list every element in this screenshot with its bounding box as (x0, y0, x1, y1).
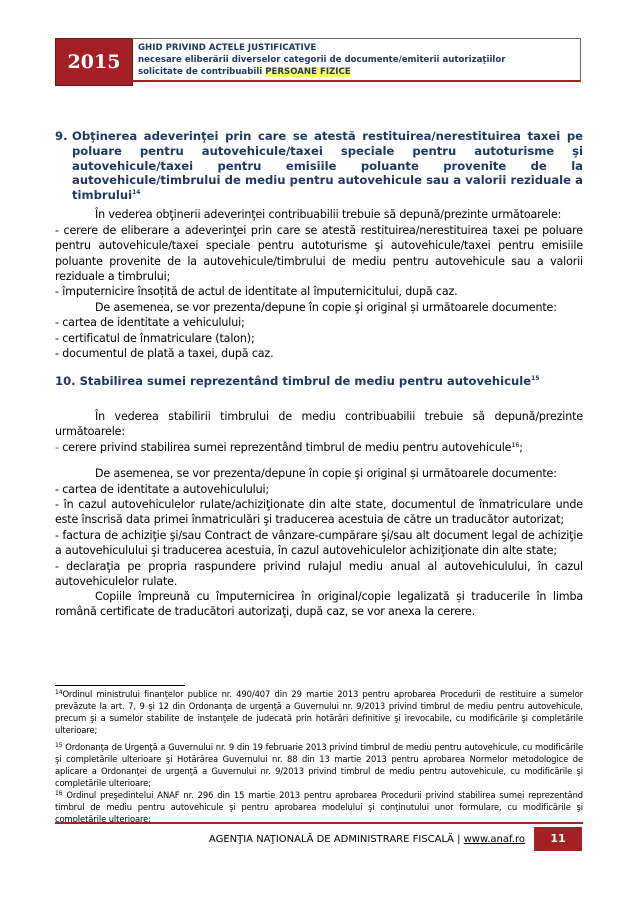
s10-item-inmatriculare: - în cazul autovehiculelor rulate/achiziţionate din alte state, documentul de înmatriculare unde este înscrisă data primei înmatriculări şi traducerea acestuia de către un traducător autorizat; (55, 498, 583, 527)
section-10-title: 10. Stabilirea sumei reprezentând timbrul de mediu pentru autovehicule (55, 374, 532, 388)
page-number: 11 (534, 827, 582, 851)
s10-item-declaratie: - declaraţia pe propria raspundere privind rulajul mediu anual al autovehiculului, în cazul autovehiculelor rulate. (55, 560, 583, 589)
footer-agency: AGENŢIA NAŢIONALĂ DE ADMINISTRARE FISCALĂ | www.anaf.ro (208, 834, 525, 845)
anaf-link[interactable]: www.anaf.ro (463, 834, 525, 845)
header-line-3-prefix: solicitate de contribuabili (138, 67, 266, 77)
page-header (55, 38, 583, 86)
s10-item-cerere: - cerere privind stabilirea sumei reprezentând timbrul de mediu pentru autovehicule$^{16}$; (55, 441, 523, 454)
s9-item-cerere: - cerere de eliberare a adeverinţei prin care se atestă restituirea/nerestituirea taxei pe poluare pentru autovehicule/taxei speciale pentru autoturisme şi autovehicule/taxei pentru emisiile poluante provenite de la autovehicule/timbrului de mediu pentru autovehicule sau a valorii reziduale a timbrului; (55, 224, 583, 283)
footnote-ref-16[interactable]: 16 (511, 441, 520, 449)
footer-rule (55, 822, 583, 824)
section-9-heading (55, 129, 583, 203)
header-line-2: necesare eliberării diverselor categorii de documente/emiterii autorizaţiilor (138, 55, 506, 65)
footnote-15: $^{15}$ Ordonanţa de Urgenţă a Guvernului nr. 9 din 19 februarie 2013 privind timbrul de mediu pentru autovehicule, cu modificările şi completările ulterioare şi Hotărârea Guvernului nr. 88 din 13 martie 2013 pentru aprobarea Normelor metodologice de aplicare a Ordonanţei de urgenţă a Guvernului nr. 9/2013 privind timbrul de mediu pentru autovehicule, cu modificările şi completările ulterioare; (55, 742, 584, 788)
year-badge: 2015 (55, 38, 133, 86)
s10-paragraph-2: De asemenea, se vor prezenta/depune în copie şi original și următoarele documente: (95, 467, 557, 480)
header-line-3 (138, 66, 580, 78)
footnote-16: $^{16}$ Ordinul preşedintelui ANAF nr. 296 din 15 martie 2013 pentru aprobarea Procedurii privind stabilirea sumei reprezentând timbrul de mediu pentru autovehicule şi pentru aprobarea modelului şi conţinutului unor formulare, cu modificările şi completările ulterioare; (55, 790, 583, 824)
s9-item-document-plata: - documentul de plată a taxei, după caz. (55, 347, 274, 360)
section-9-number: 9. (55, 129, 68, 143)
s9-item-carte-identitate: - cartea de identitate a vehiculului; (55, 316, 245, 329)
s9-item-imputernicire: - împuternicire însoțită de actul de identitate al împuternicitului, după caz. (55, 285, 458, 298)
footnote-ref-15[interactable]: 15 (531, 375, 540, 382)
section-9-title: Obţinerea adeverinţei prin care se atestă restituirea/nerestituirea taxei pe poluare pentru autovehicule/taxei speciale pentru autoturisme şi autovehicule/taxei pentru emisiile poluante provenite de la autovehicule/timbrului de mediu pentru autovehicule sau a valorii reziduale a timbrului (72, 129, 583, 203)
header-highlight: PERSOANE FIZICE (265, 67, 351, 77)
s10-paragraph-1: În vederea stabilirii timbrului de mediu contribuabilii trebuie să depună/prezinte următoarele: (55, 410, 583, 439)
s9-paragraph-1: În vederea obţinerii adeverinţei contribuabilii trebuie să depună/prezinte următoarele: (95, 208, 562, 221)
s9-item-talon: - certificatul de înmatriculare (talon); (55, 332, 255, 345)
s9-paragraph-2: De asemenea, se vor prezenta/depune în copie şi original și următoarele documente: (95, 301, 557, 314)
header-line-1: GHID PRIVIND ACTELE JUSTIFICATIVE (138, 43, 317, 53)
footnote-14: $^{14}$Ordinul ministrului finanţelor publice nr. 490/407 din 29 martie 2013 pentru aprobarea Procedurii de restituire a sumelor prevăzute la art. 7, 9 şi 12 din Ordonanţa de urgenţă a Guvernului nr. 9/2013 privind timbrul de mediu pentru autovehicule, precum şi a sumelor stabilite de instanţele de judecată prin hotărâri definitive şi irevocabile, cu modificările şi completările ulterioare; (55, 689, 583, 735)
s10-item-factura: - factura de achiziţie şi/sau Contract de vânzare-cumpărare şi/sau alt document legal de achiziţie a autovehiculului şi traducerea acestuia, în cazul autovehiculelor achiziţionate din alte state; (55, 529, 583, 558)
footnote-ref-14[interactable]: 14 (132, 189, 141, 197)
footnote-separator (55, 685, 185, 686)
section-10-heading (55, 374, 583, 389)
header-title-box (132, 38, 581, 82)
s10-paragraph-3: Copiile împreună cu împuternicirea în original/copie legalizată și traducerile în limba română certificate de traducători autorizaţi, după caz, se vor anexa la cerere. (55, 590, 583, 619)
s10-item-carte-identitate: - cartea de identitate a autovehiculului; (55, 483, 269, 496)
